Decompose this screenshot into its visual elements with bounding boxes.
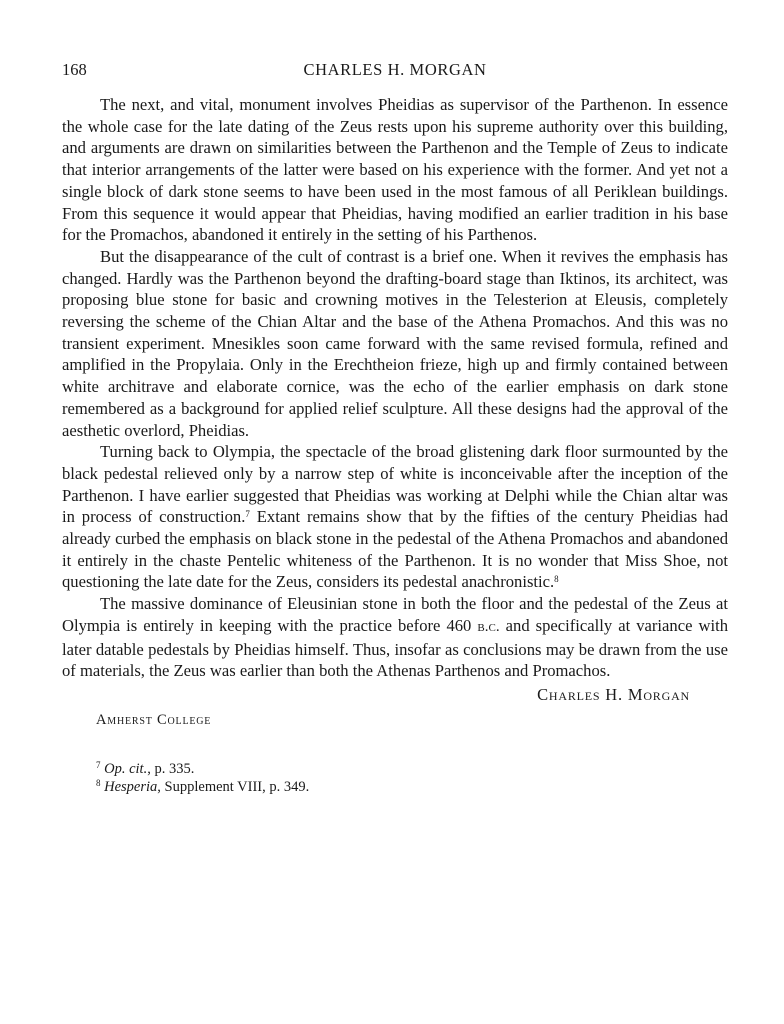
paragraph-4-text-a: The massive dominance of Eleusinian stone in both the floor and the pedestal of the Zeus at Olympia is entirely in keeping with the practice before 460 — [62, 594, 728, 635]
running-title: CHARLES H. MORGAN — [303, 60, 487, 79]
page — [62, 60, 728, 797]
paragraph-1 — [62, 94, 728, 246]
footnote-8-title: Hesperia — [104, 779, 158, 796]
article-body — [62, 94, 728, 682]
author-affiliation: Amherst College — [96, 711, 212, 728]
author-signature: Charles H. Morgan — [537, 684, 690, 704]
era-abbreviation: b.c. — [477, 618, 500, 635]
footnote-7-number: 7 — [96, 759, 101, 770]
footnote-8-number: 8 — [96, 778, 101, 789]
footnote-8 — [96, 778, 728, 797]
paragraph-4 — [62, 593, 728, 682]
paragraph-3-text-b: Extant remains show that by the fifties of the century Pheidias had already curbed the emphasis on black stone in the pedestal of the Athena Promachos and abandoned it entirely in the chaste Pentelic whiteness of the Parthenon. It is no wonder that Miss Shoe, not questioning the late date for the Zeus, considers its pedestal anachronistic. — [62, 507, 729, 592]
footnote-ref-7[interactable]: 7 — [245, 509, 250, 520]
footnote-ref-8[interactable]: 8 — [554, 574, 559, 585]
paragraph-3-text-a: Turning back to Olympia, the spectacle of the broad glistening dark floor surmounted by the black pedestal relieved only by a narrow step of white is inconceivable after the inception of the Parthenon. I have earlier suggested that Pheidias was working at Delphi while the Chian altar was in process of construction. — [62, 442, 728, 527]
paragraph-4-text-b: and specifically at variance with later datable pedestals by Pheidias himself. Thus, insofar as conclusions may be drawn from the use of materials, the Zeus was earlier than both the Athenas Parthenos and Promachos. — [62, 615, 728, 681]
running-head — [62, 60, 728, 86]
footnote-7-rest: , p. 335. — [147, 760, 195, 777]
paragraph-1-text: The next, and vital, monument involves Pheidias as supervisor of the Parthenon. In essence the whole case for the late dating of the Zeus rests upon his supreme authority over this building, and arguments are drawn on similarities between the Parthenon and the Temple of Zeus to indicate that interior arrangements of the latter were based on his experience with the former. And yet not a single block of dark stone seems to have been used in the most famous of all Periklean buildings. From this sequence it would appear that Pheidias, having modified an earlier tradition in his base for the Promachos, abandoned it entirely in the setting of his Parthenos. — [62, 95, 728, 245]
paragraph-3 — [62, 441, 728, 593]
footnote-7 — [96, 760, 728, 779]
footnote-7-title: Op. cit. — [104, 760, 148, 777]
paragraph-2-text: But the disappearance of the cult of contrast is a brief one. When it revives the emphasis has changed. Hardly was the Parthenon beyond the drafting-board stage than Iktinos, its architect, was proposing blue stone for basic and crowning motives in the Telesterion at Eleusis, completely reversing the scheme of the Chian Altar and the base of the Athena Promachos. And this was no transient experiment. Mnesikles soon came forward with the same revised formula, refined and amplified in the Propylaia. Only in the Erechtheion frieze, high up and firmly contained between white architrave and elaborate cornice, was the echo of the earlier emphasis on dark stone remembered as a background for applied relief sculpture. All these designs had the approval of the aesthetic overlord, Pheidias. — [62, 246, 728, 440]
page-number: 168 — [62, 60, 87, 79]
paragraph-2 — [62, 246, 728, 441]
footnotes — [62, 760, 728, 797]
footnote-8-rest: , Supplement VIII, p. 349. — [157, 779, 310, 796]
